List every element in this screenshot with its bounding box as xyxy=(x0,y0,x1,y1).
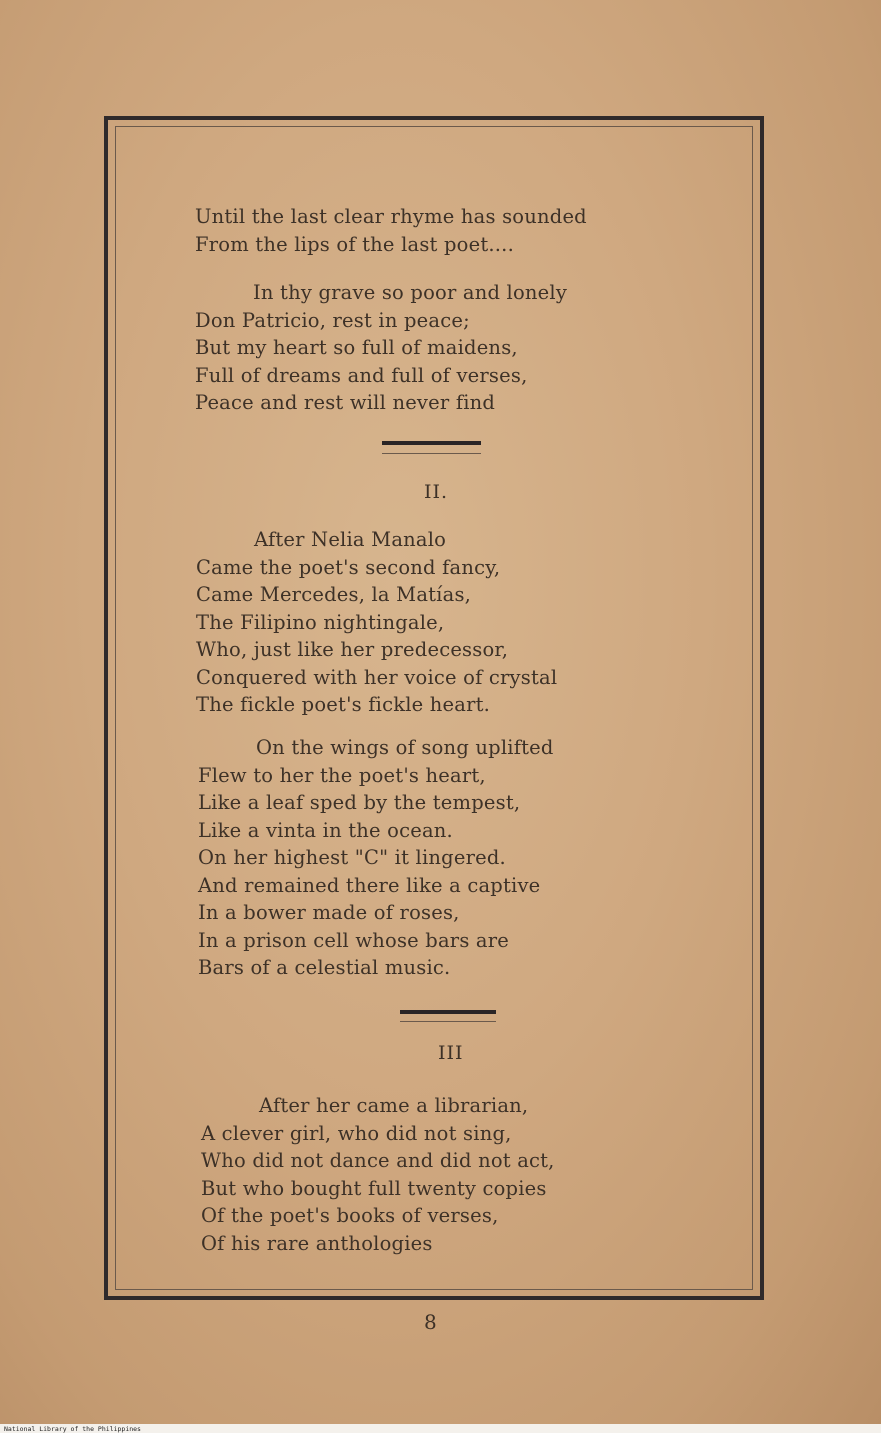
poem-line: On the wings of song uplifted xyxy=(256,736,554,759)
stanza-4 xyxy=(198,734,554,982)
poem-line: Full of dreams and full of verses, xyxy=(195,363,528,387)
poem-line: Until the last clear rhyme has sounded xyxy=(195,205,587,228)
stanza-5 xyxy=(201,1092,555,1257)
section-divider-rule xyxy=(400,1021,496,1022)
section-divider-rule xyxy=(382,453,481,454)
stanza-1 xyxy=(195,203,587,258)
poem-line: Conquered with her voice of crystal xyxy=(196,665,558,689)
page-number: 8 xyxy=(424,1310,437,1334)
poem-line: Who did not dance and did not act, xyxy=(201,1149,555,1172)
section-heading-3: III xyxy=(438,1042,464,1064)
poem-line: Like a leaf sped by the tempest, xyxy=(198,791,521,814)
poem-line: Of the poet's books of verses, xyxy=(201,1204,499,1227)
poem-line: Came Mercedes, la Matías, xyxy=(196,583,472,606)
poem-line: Like a vinta in the ocean. xyxy=(198,818,453,842)
poem-line: Of his rare anthologies xyxy=(201,1231,433,1255)
poem-line: In thy grave so poor and lonely xyxy=(253,281,568,304)
poem-line: In a prison cell whose bars are xyxy=(198,928,510,952)
poem-line: The fickle poet's fickle heart. xyxy=(196,693,491,716)
poem-line: Flew to her the poet's heart, xyxy=(198,763,486,787)
poem-line: After her came a librarian, xyxy=(259,1094,529,1117)
poem-line: But my heart so full of maidens, xyxy=(195,336,518,359)
poem-line: And remained there like a captive xyxy=(198,873,541,897)
poem-line: A clever girl, who did not sing, xyxy=(201,1121,512,1145)
poem-line: From the lips of the last poet.... xyxy=(195,232,514,256)
poem-line: The Filipino nightingale, xyxy=(196,610,445,634)
poem-line: Who, just like her predecessor, xyxy=(196,638,509,661)
section-divider xyxy=(400,1010,496,1014)
stanza-2 xyxy=(195,279,567,417)
section-heading-2: II. xyxy=(424,481,449,503)
poem-line: Peace and rest will never find xyxy=(195,391,496,414)
poem-line: But who bought full twenty copies xyxy=(201,1176,547,1200)
poem-line: Bars of a celestial music. xyxy=(198,956,451,979)
poem-line: On her highest "C" it lingered. xyxy=(198,846,506,869)
poem-line: Came the poet's second fancy, xyxy=(196,555,501,579)
stanza-3 xyxy=(196,526,557,719)
section-divider xyxy=(382,441,481,445)
poem-line: After Nelia Manalo xyxy=(254,528,447,551)
footer-credit: National Library of the Philippines xyxy=(4,1425,141,1433)
poem-line: Don Patricio, rest in peace; xyxy=(195,308,470,332)
poem-line: In a bower made of roses, xyxy=(198,901,460,924)
